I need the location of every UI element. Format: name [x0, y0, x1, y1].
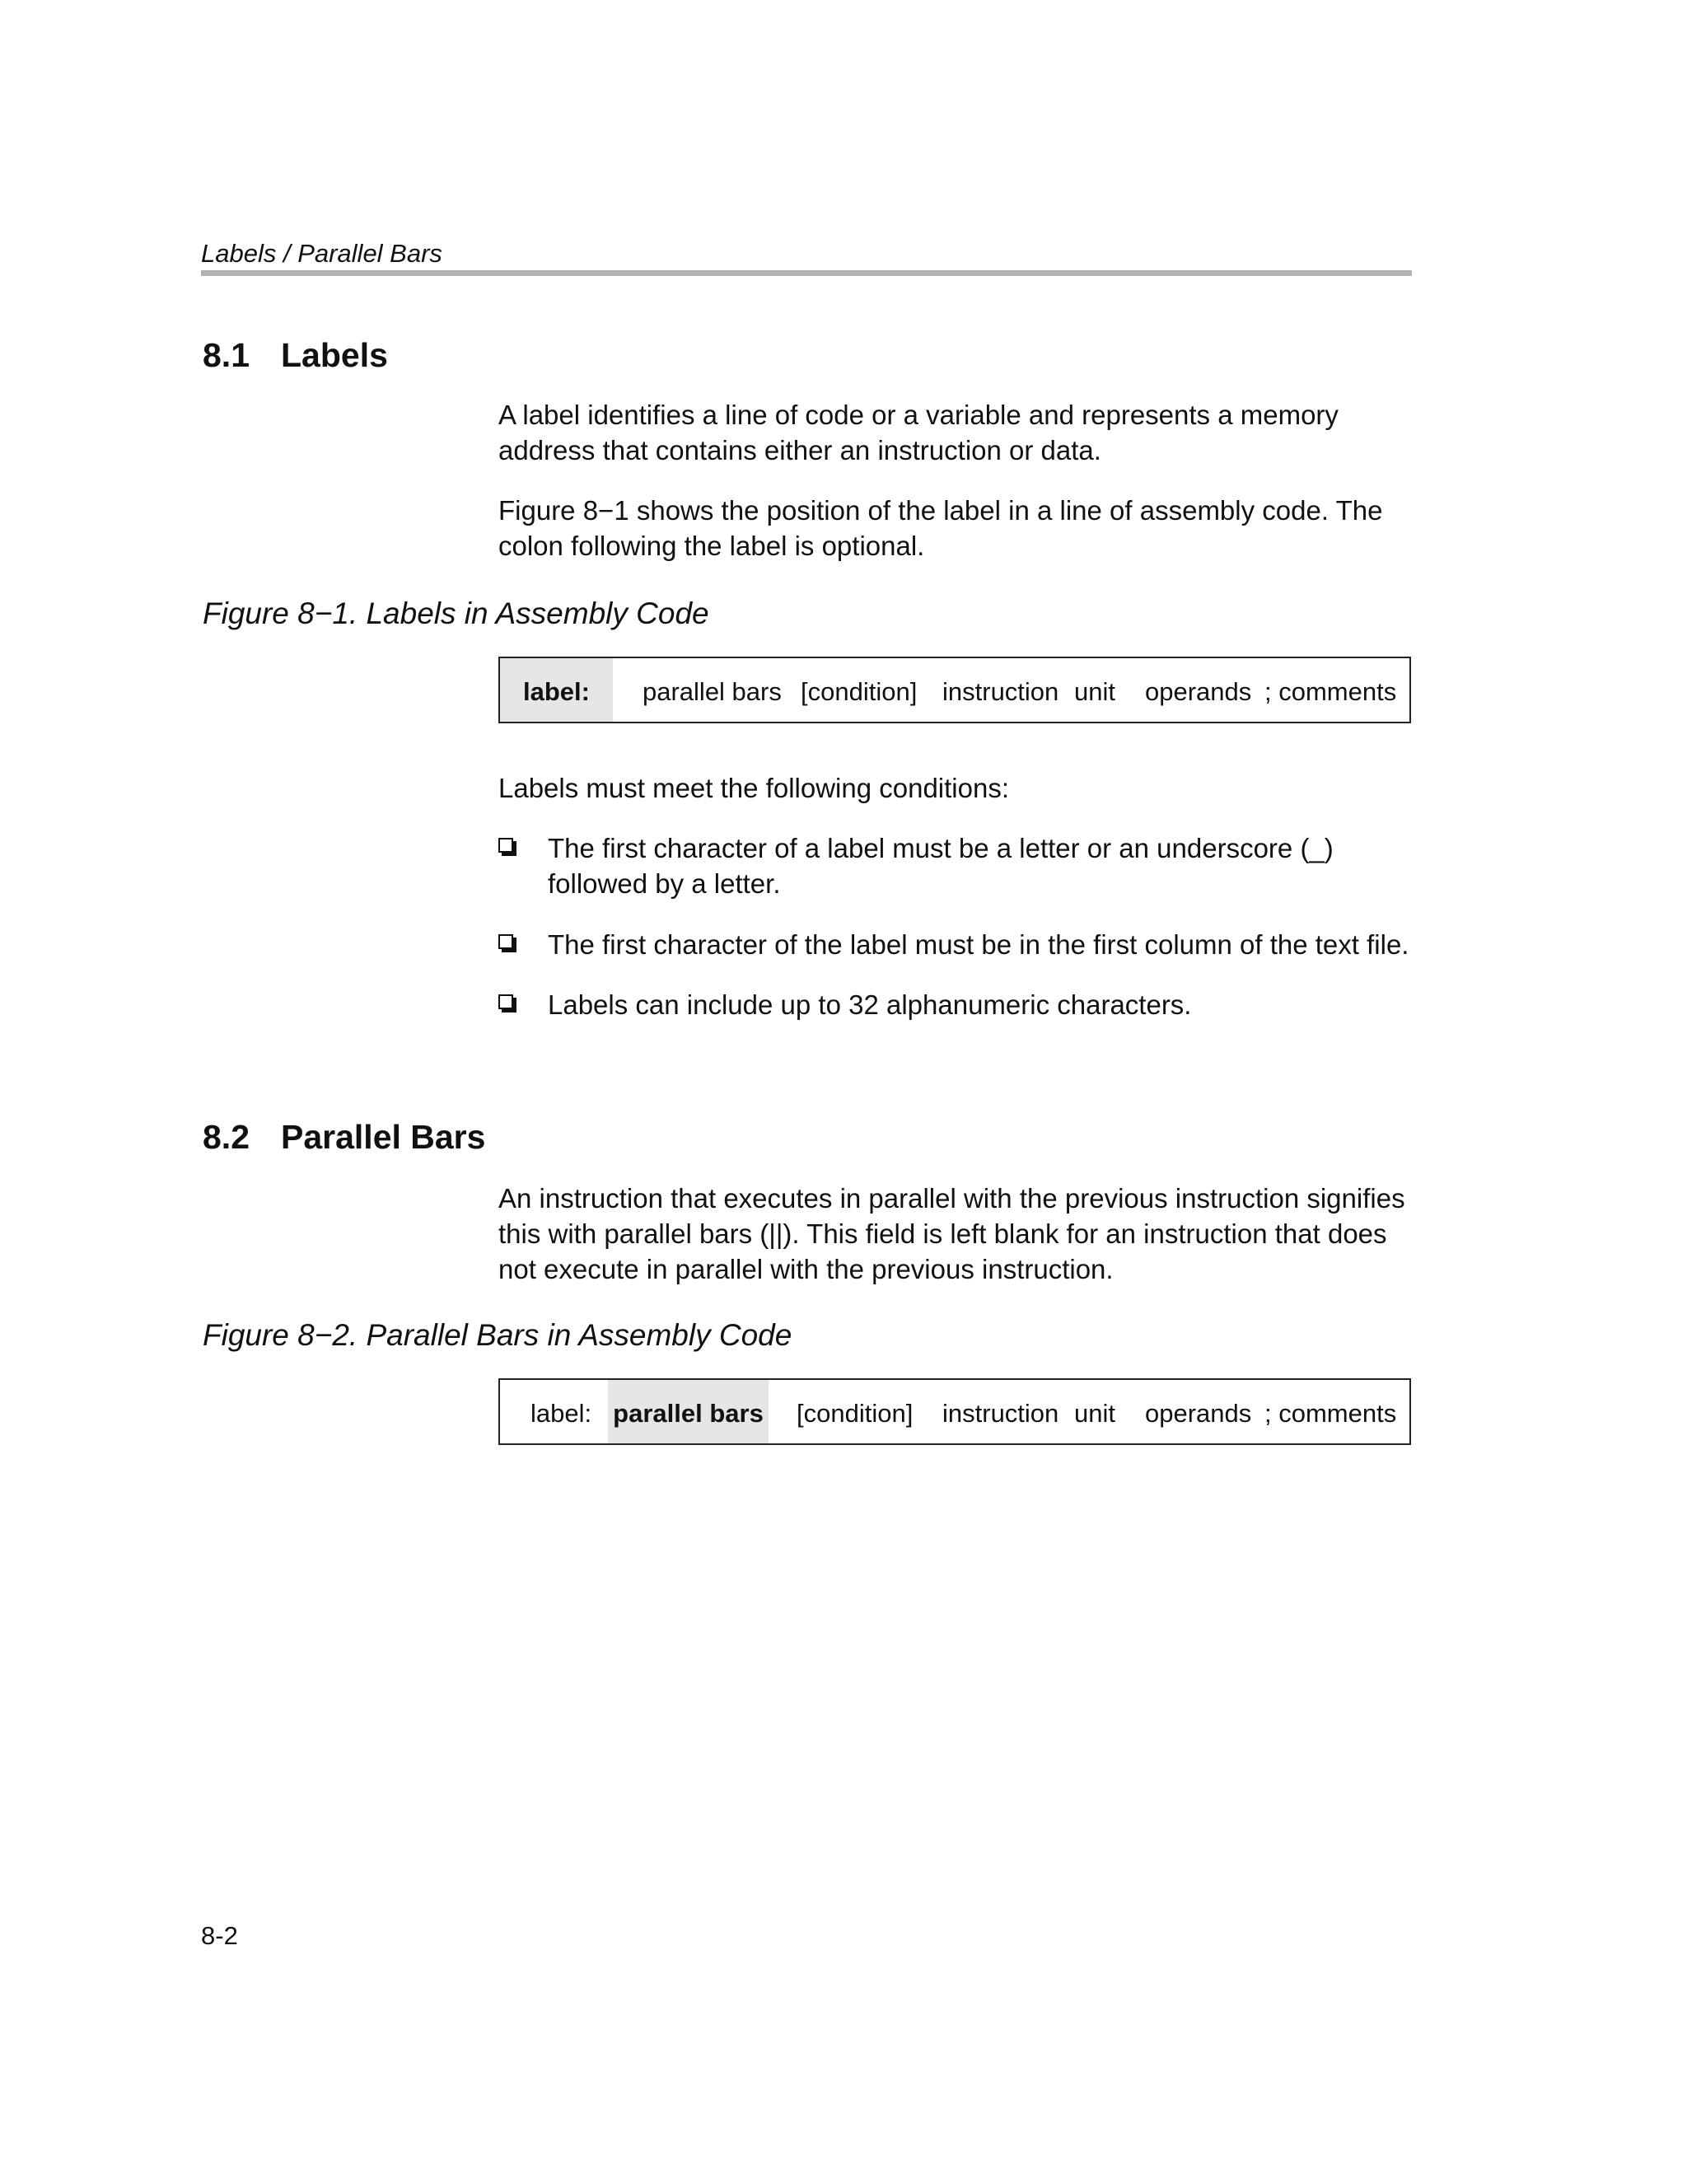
field-unit: unit: [1074, 677, 1115, 706]
field-operands: operands: [1145, 677, 1252, 706]
field-operands: operands: [1145, 1399, 1252, 1428]
section-title: Parallel Bars: [281, 1118, 486, 1156]
section-title: Labels: [281, 336, 388, 374]
running-header: Labels / Parallel Bars: [201, 239, 442, 268]
list-item-text: The first character of the label must be in the first column of the text file.: [548, 929, 1409, 960]
page-number: 8-2: [201, 1921, 238, 1950]
figure-8-1-syntax-box: [498, 657, 1411, 723]
field-label-highlighted: label:: [500, 658, 613, 722]
field-parallel-bars-highlighted: parallel bars: [608, 1380, 769, 1443]
section-heading-labels: [203, 336, 388, 375]
figure-8-2-syntax-box: [498, 1378, 1411, 1445]
labels-paragraph-2: Figure 8−1 shows the position of the label in a line of assembly code. The colon following the label is optional.: [498, 495, 1383, 561]
field-comments: ; comments: [1264, 1399, 1397, 1428]
field-parallel-bars: parallel bars: [643, 677, 782, 706]
field-comments: ; comments: [1264, 677, 1397, 706]
header-rule: [201, 270, 1412, 276]
field-unit: unit: [1074, 1399, 1115, 1428]
figure-caption-8-2: Figure 8−2. Parallel Bars in Assembly Code: [203, 1318, 792, 1352]
checkbox-bullet-icon: [498, 838, 513, 853]
section-heading-parallel-bars: [203, 1118, 485, 1157]
conditions-intro: Labels must meet the following conditions:: [498, 773, 1010, 803]
checkbox-bullet-icon: [498, 934, 513, 949]
list-item-text: Labels can include up to 32 alphanumeric characters.: [548, 989, 1192, 1020]
field-condition: [condition]: [797, 1399, 914, 1428]
field-condition: [condition]: [801, 677, 918, 706]
field-instruction: instruction: [942, 677, 1059, 706]
parallel-bars-paragraph: An instruction that executes in parallel with the previous instruction signifies this with parallel bars (||). This field is left blank for an instruction that does not execute in parallel with the previous instruction.: [498, 1183, 1405, 1284]
list-item: [498, 927, 1421, 964]
labels-paragraph-1: A label identifies a line of code or a variable and represents a memory address that contains either an instruction or data.: [498, 400, 1339, 465]
list-item-text: The first character of a label must be a letter or an underscore (_) followed by a letter.: [548, 833, 1334, 899]
section-number: 8.1: [203, 336, 250, 374]
list-item: [498, 987, 1421, 1024]
checkbox-bullet-icon: [498, 994, 513, 1009]
section-number: 8.2: [203, 1118, 250, 1156]
figure-caption-8-1: Figure 8−1. Labels in Assembly Code: [203, 596, 709, 630]
field-label: label:: [530, 1399, 592, 1428]
list-item: [498, 830, 1421, 905]
field-instruction: instruction: [942, 1399, 1059, 1428]
